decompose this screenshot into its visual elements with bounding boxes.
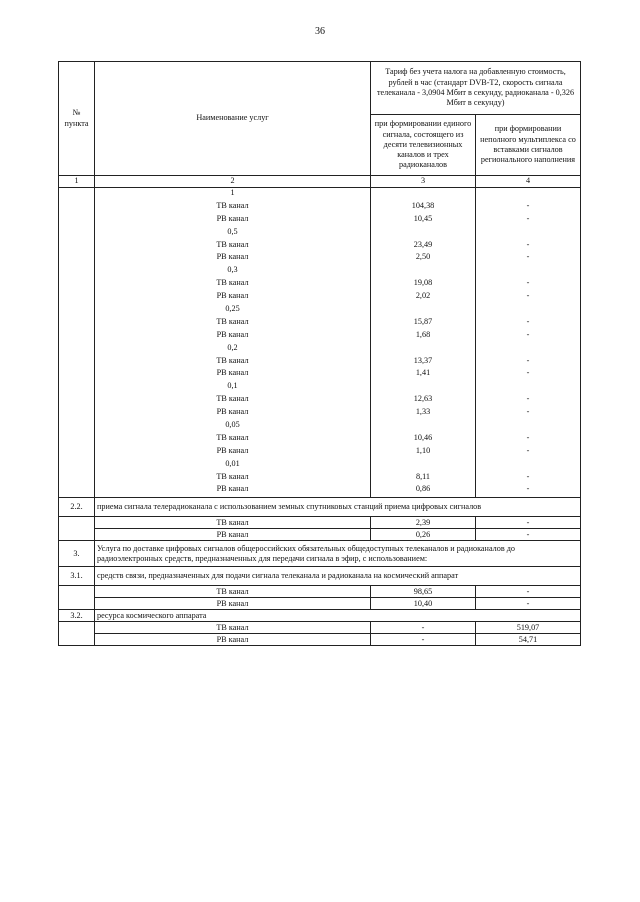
header-col-name: Наименование услуг	[95, 62, 371, 176]
service-name-line: РВ канал	[216, 291, 249, 301]
tariff-value-line: -	[526, 252, 530, 262]
tariff-value: 0,26	[371, 529, 476, 541]
channel-label: ТВ канал	[95, 622, 371, 634]
tariff-value-line: 1,68	[415, 329, 431, 339]
service-name-line: ТВ канал	[216, 239, 249, 249]
channel-label: РВ канал	[95, 529, 371, 541]
tariff-value-line	[373, 265, 473, 278]
tariff-value-line: -	[526, 368, 530, 378]
service-name-line: РВ канал	[216, 445, 249, 455]
tariff-value-line: -	[526, 432, 530, 442]
tariff-value: 98,65	[371, 586, 476, 598]
tariff-value-line	[373, 381, 473, 394]
header-row	[59, 62, 581, 115]
column-number: 1	[59, 176, 95, 188]
service-name-line: 0,05	[225, 420, 240, 430]
service-name-line: 0,25	[225, 304, 240, 314]
main-block-number	[59, 188, 95, 498]
tariff-value-line: -	[526, 394, 530, 404]
tariff-value-line: 13,37	[413, 355, 433, 365]
tariff-value-line: 23,49	[413, 239, 433, 249]
main-block-names	[95, 188, 371, 498]
page-number: 36	[315, 26, 325, 37]
column-number: 4	[476, 176, 581, 188]
channel-label: ТВ канал	[95, 586, 371, 598]
tariff-value-line: 1,33	[415, 407, 431, 417]
tariff-value-line: 10,45	[413, 213, 433, 223]
tariff-value: 10,40	[371, 598, 476, 610]
table-row	[59, 586, 581, 598]
tariff-value-line: 2,50	[415, 252, 431, 262]
section-description: ресурса космического аппарата	[95, 610, 581, 622]
column-number-row	[59, 176, 581, 188]
channel-label: РВ канал	[95, 598, 371, 610]
service-name-line: 1	[230, 188, 235, 197]
table-row	[59, 634, 581, 646]
tariff-value-line: -	[526, 239, 530, 249]
tariff-value-line: -	[526, 278, 530, 288]
channel-label: РВ канал	[95, 634, 371, 646]
header-col-number: № пункта	[59, 62, 95, 176]
tariff-value: -	[371, 622, 476, 634]
tariff-value-line: 1,41	[415, 368, 431, 378]
tariff-value-line	[478, 381, 578, 394]
service-name-line: ТВ канал	[216, 394, 249, 404]
tariff-value-line: 19,08	[413, 278, 433, 288]
tariff-table	[58, 61, 581, 646]
tariff-value-line	[373, 420, 473, 433]
table-row	[59, 529, 581, 541]
tariff-value: -	[476, 529, 581, 541]
service-name-line: РВ канал	[216, 213, 249, 223]
tariff-value-line: 1,10	[415, 445, 431, 455]
tariff-value-line: -	[526, 407, 530, 417]
tariff-value: -	[476, 598, 581, 610]
service-name-line: 0,2	[227, 342, 238, 352]
tariff-value-line	[373, 304, 473, 317]
section-number: 3.2.	[59, 610, 95, 622]
tariff-value-line: -	[526, 471, 530, 481]
tariff-value-line	[478, 420, 578, 433]
tariff-value-line: -	[526, 445, 530, 455]
table-row	[59, 517, 581, 529]
tariff-value-line	[373, 459, 473, 472]
section-2-2-row	[59, 498, 581, 517]
tariff-value-line: -	[526, 484, 530, 494]
tariff-value: 519,07	[476, 622, 581, 634]
main-data-block	[59, 188, 581, 498]
main-block-col3	[371, 188, 476, 498]
service-name-line: РВ канал	[216, 329, 249, 339]
tariff-value: -	[371, 634, 476, 646]
section-number: 2.2.	[59, 498, 95, 517]
tariff-value-line	[478, 188, 578, 201]
section-number: 3.1.	[59, 567, 95, 586]
service-name-line: РВ канал	[216, 252, 249, 262]
tariff-value-line: 2,02	[415, 291, 431, 301]
tariff-value-line: -	[526, 329, 530, 339]
tariff-value: 2,39	[371, 517, 476, 529]
section-description: средств связи, предназначенных для подачи сигнала телеканала и радиоканала на космический аппарат	[95, 567, 581, 586]
header-col-4: при формировании неполного мультиплекса со вставками сигналов регионального наполнения	[476, 115, 581, 176]
section-3-1-row	[59, 567, 581, 586]
tariff-value-line: -	[526, 200, 530, 210]
column-number: 2	[95, 176, 371, 188]
tariff-value-line: 12,63	[413, 394, 433, 404]
tariff-value-line	[478, 265, 578, 278]
tariff-value: 54,71	[476, 634, 581, 646]
tariff-value-line: -	[526, 291, 530, 301]
tariff-value-line: 104,38	[411, 200, 435, 210]
tariff-value-line	[478, 227, 578, 240]
service-name-line: ТВ канал	[216, 471, 249, 481]
tariff-value-line: -	[526, 213, 530, 223]
service-name-line: РВ канал	[216, 368, 249, 378]
tariff-value-line: 15,87	[413, 316, 433, 326]
section-description: приема сигнала телерадиоканала с использованием земных спутниковых станций приема цифровых сигналов	[95, 498, 581, 517]
service-name-line: ТВ канал	[216, 200, 249, 210]
tariff-value-line: 10,46	[413, 432, 433, 442]
main-block-col4	[476, 188, 581, 498]
service-name-line: 0,01	[225, 458, 240, 468]
service-name-line: ТВ канал	[216, 355, 249, 365]
service-name-line: 0,5	[227, 226, 238, 236]
section-number: 3.	[59, 541, 95, 567]
tariff-value-line	[478, 343, 578, 356]
service-name-line: 0,3	[227, 265, 238, 275]
tariff-value: -	[476, 586, 581, 598]
header-col-tariff: Тариф без учета налога на добавленную стоимость, рублей в час (стандарт DVB-T2, скорость сигнала телеканала - 3,0904 Мбит в секунду, радиоканала - 0,326 Мбит в секунду)	[371, 62, 581, 115]
tariff-value-line	[373, 343, 473, 356]
header-col-3: при формировании единого сигнала, состоящего из десяти телевизионных каналов и трех радиоканалов	[371, 115, 476, 176]
tariff-value-line	[373, 188, 473, 201]
tariff-value: -	[476, 517, 581, 529]
tariff-value-line: -	[526, 355, 530, 365]
tariff-value-line	[373, 227, 473, 240]
service-name-line: РВ канал	[216, 484, 249, 494]
section-description: Услуга по доставке цифровых сигналов общероссийских обязательных общедоступных телеканалов и радиоканалов до радиоэлектронных средств, предназначенных для передачи сигнала в эфир, с использованием:	[95, 541, 581, 567]
tariff-value-line: 8,11	[415, 471, 431, 481]
tariff-value-line	[478, 304, 578, 317]
tariff-value-line	[478, 459, 578, 472]
table-row	[59, 622, 581, 634]
service-name-line: ТВ канал	[216, 432, 249, 442]
table-row	[59, 598, 581, 610]
service-name-line: ТВ канал	[216, 316, 249, 326]
service-name-line: ТВ канал	[216, 278, 249, 288]
section-3-row	[59, 541, 581, 567]
tariff-value-line: -	[526, 316, 530, 326]
tariff-value-line: 0,86	[415, 484, 431, 494]
service-name-line: 0,1	[227, 381, 238, 391]
service-name-line: РВ канал	[216, 407, 249, 417]
section-3-2-row	[59, 610, 581, 622]
channel-label: ТВ канал	[95, 517, 371, 529]
column-number: 3	[371, 176, 476, 188]
